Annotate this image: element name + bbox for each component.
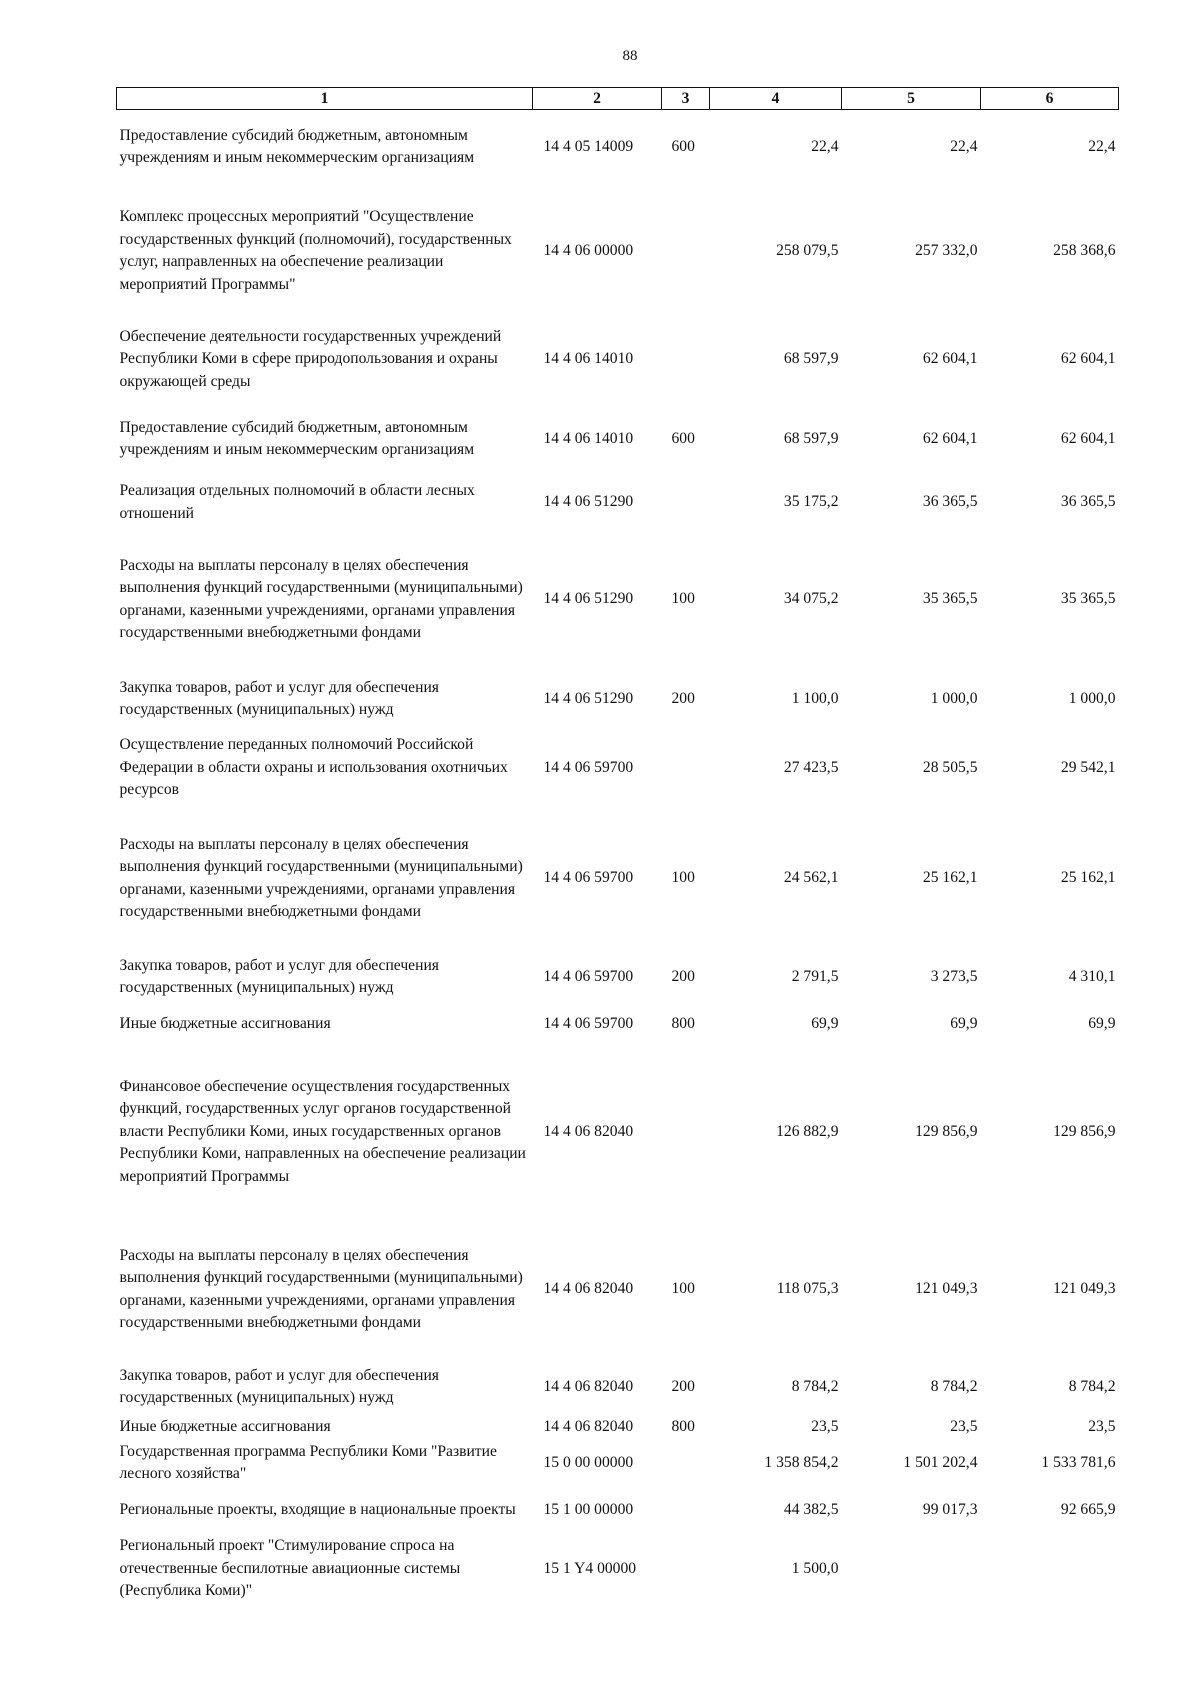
row-value-col-5: 121 049,3 <box>915 1280 978 1298</box>
row-value-col-4: 34 075,2 <box>783 590 839 608</box>
row-value-col-5: 23,5 <box>950 1418 978 1436</box>
table-row <box>117 1359 1119 1416</box>
table-row <box>117 1487 1119 1534</box>
row-value-col-6: 62 604,1 <box>1060 350 1116 368</box>
row-value-col-5: 99 017,3 <box>922 1500 978 1518</box>
row-value-col-4: 258 079,5 <box>776 241 839 259</box>
budget-table <box>116 87 1119 1605</box>
row-code: 14 4 06 82040 <box>543 1418 634 1436</box>
row-expense-type <box>662 477 710 529</box>
row-value-col-5: 62 604,1 <box>922 350 978 368</box>
row-value-col-6: 92 665,9 <box>1060 1500 1116 1518</box>
row-code: 14 4 05 14009 <box>543 138 634 155</box>
row-name: Комплекс процессных мероприятий "Осуществление государственных функций (полномочий), государственных услуг, направленных на обеспечение реализации мероприятий Программы" <box>119 208 512 293</box>
row-name: Закупка товаров, работ и услуг для обеспечения государственных (муниципальных) нужд <box>119 1366 439 1406</box>
row-value-col-4: 1 100,0 <box>791 689 839 707</box>
row-name: Закупка товаров, работ и услуг для обеспечения государственных (муниципальных) нужд <box>119 956 439 996</box>
row-value-col-6: 29 542,1 <box>1060 758 1116 776</box>
row-expense-type: 100 <box>671 590 695 608</box>
row-value-col-6: 36 365,5 <box>1060 493 1116 511</box>
row-name: Предоставление субсидий бюджетным, автономным учреждениям и иным некоммерческим организациям <box>119 418 475 458</box>
row-value-col-4: 44 382,5 <box>783 1500 839 1518</box>
row-code: 14 4 06 14010 <box>543 350 634 368</box>
row-value-col-4: 68 597,9 <box>783 350 839 368</box>
row-value-col-4: 22,4 <box>811 138 839 155</box>
row-code: 14 4 06 59700 <box>543 1015 634 1033</box>
row-value-col-4: 23,5 <box>811 1418 839 1436</box>
row-value-col-6: 1 533 781,6 <box>1041 1453 1116 1471</box>
row-value-col-4: 8 784,2 <box>791 1377 839 1395</box>
row-expense-type: 200 <box>671 1377 695 1395</box>
table-row <box>117 1440 1119 1487</box>
row-value-col-4: 68 597,9 <box>783 429 839 447</box>
header-col-3: 3 <box>662 88 710 110</box>
row-name: Расходы на выплаты персоналу в целях обеспечения выполнения функций государственными (муниципальными) органами, казенными учреждениями, органами управления государственными внебюджетными фондами <box>119 1246 523 1331</box>
row-value-col-4: 1 500,0 <box>791 1559 839 1577</box>
row-code: 14 4 06 51290 <box>543 590 634 608</box>
row-value-col-6: 121 049,3 <box>1053 1280 1116 1298</box>
row-code: 14 4 06 59700 <box>543 758 634 776</box>
row-name: Закупка товаров, работ и услуг для обеспечения государственных (муниципальных) нужд <box>119 678 439 718</box>
row-name: Осуществление переданных полномочий Российской Федерации в области охраны и использования охотничьих ресурсов <box>119 736 508 799</box>
row-expense-type: 200 <box>671 689 695 707</box>
row-code: 14 4 06 00000 <box>543 241 634 259</box>
row-expense-type <box>662 1044 710 1221</box>
row-code: 15 1 00 00000 <box>543 1500 634 1518</box>
table-row <box>117 318 1119 402</box>
table-row <box>117 1006 1119 1044</box>
table-row <box>117 1416 1119 1440</box>
row-name: Обеспечение деятельности государственных учреждений Республики Коми в сфере природопользования и охраны окружающей среды <box>119 327 502 390</box>
header-col-1: 1 <box>117 88 533 110</box>
page-number: 88 <box>622 48 638 64</box>
row-value-col-5: 35 365,5 <box>922 590 978 608</box>
row-value-col-5: 22,4 <box>950 138 978 155</box>
row-code: 14 4 06 82040 <box>543 1280 634 1298</box>
row-value-col-4: 118 075,3 <box>776 1280 839 1298</box>
row-value-col-5: 62 604,1 <box>922 429 978 447</box>
row-expense-type <box>662 1534 710 1605</box>
row-value-col-5: 1 501 202,4 <box>903 1453 978 1471</box>
row-value-col-6: 35 365,5 <box>1060 590 1116 608</box>
row-code: 14 4 06 59700 <box>543 967 634 985</box>
row-value-col-4: 2 791,5 <box>791 967 839 985</box>
row-name: Предоставление субсидий бюджетным, автономным учреждениям и иным некоммерческим организациям <box>119 126 475 167</box>
table-row <box>117 809 1119 949</box>
table-row <box>117 477 1119 529</box>
row-value-col-4: 69,9 <box>811 1015 839 1033</box>
row-name: Иные бюджетные ассигнования <box>119 1418 331 1436</box>
row-value-col-5: 1 000,0 <box>930 689 978 707</box>
row-value-col-6: 22,4 <box>1088 138 1116 155</box>
table-row <box>117 110 1119 185</box>
row-value-col-4: 1 358 854,2 <box>764 1453 839 1471</box>
row-value-col-5: 257 332,0 <box>915 241 978 259</box>
table-row <box>117 1044 1119 1221</box>
row-value-col-6: 23,5 <box>1088 1418 1116 1436</box>
row-value-col-6 <box>981 1534 1119 1605</box>
row-name: Расходы на выплаты персоналу в целях обеспечения выполнения функций государственными (муниципальными) органами, казенными учреждениями, органами управления государственными внебюджетными фондами <box>119 556 523 641</box>
row-value-col-5: 69,9 <box>950 1015 978 1033</box>
row-name: Реализация отдельных полномочий в области лесных отношений <box>119 482 475 522</box>
row-expense-type <box>662 1440 710 1487</box>
row-value-col-6: 1 000,0 <box>1068 689 1116 707</box>
row-value-col-4: 27 423,5 <box>783 758 839 776</box>
row-expense-type: 100 <box>671 869 695 887</box>
row-value-col-6: 25 162,1 <box>1060 869 1116 887</box>
header-col-4: 4 <box>710 88 842 110</box>
table-row <box>117 529 1119 671</box>
table-row <box>117 1221 1119 1359</box>
row-code: 15 0 00 00000 <box>543 1453 634 1471</box>
row-code: 14 4 06 59700 <box>543 869 634 887</box>
row-value-col-5: 129 856,9 <box>915 1122 978 1140</box>
row-expense-type: 600 <box>671 429 695 447</box>
header-col-6: 6 <box>981 88 1119 110</box>
row-name: Государственная программа Республики Коми "Развитие лесного хозяйства" <box>119 1442 497 1482</box>
row-expense-type: 600 <box>671 138 695 155</box>
row-value-col-6: 69,9 <box>1088 1015 1116 1033</box>
table-body <box>117 110 1119 1605</box>
row-expense-type <box>662 185 710 318</box>
row-name: Иные бюджетные ассигнования <box>119 1015 331 1033</box>
row-value-col-5: 25 162,1 <box>922 869 978 887</box>
row-value-col-5: 8 784,2 <box>930 1377 978 1395</box>
row-name: Расходы на выплаты персоналу в целях обеспечения выполнения функций государственными (муниципальными) органами, казенными учреждениями, органами управления государственными внебюджетными фондами <box>119 835 523 920</box>
row-value-col-5: 36 365,5 <box>922 493 978 511</box>
table-row <box>117 671 1119 728</box>
row-expense-type: 100 <box>671 1280 695 1298</box>
row-name: Финансовое обеспечение осуществления государственных функций, государственных услуг органов государственной власти Республики Коми, иных государственных органов Республики Коми, направленных на обеспечение реализации мероприятий Программы <box>119 1077 526 1185</box>
header-row <box>117 88 1119 110</box>
row-name: Региональные проекты, входящие в национальные проекты <box>119 1500 516 1518</box>
table-header <box>117 88 1119 110</box>
header-col-5: 5 <box>842 88 981 110</box>
row-expense-type: 800 <box>671 1015 695 1033</box>
row-value-col-5: 3 273,5 <box>930 967 978 985</box>
row-expense-type <box>662 728 710 809</box>
row-code: 15 1 Y4 00000 <box>543 1559 637 1577</box>
row-expense-type: 200 <box>671 967 695 985</box>
row-name: Региональный проект "Стимулирование спроса на отечественные беспилотные авиационные системы (Республика Коми)" <box>119 1537 461 1600</box>
row-value-col-6: 129 856,9 <box>1053 1122 1116 1140</box>
row-value-col-4: 35 175,2 <box>783 493 839 511</box>
row-value-col-5 <box>842 1534 981 1605</box>
table-row <box>117 402 1119 477</box>
row-code: 14 4 06 51290 <box>543 493 634 511</box>
header-col-2: 2 <box>533 88 662 110</box>
row-code: 14 4 06 82040 <box>543 1377 634 1395</box>
row-value-col-4: 126 882,9 <box>776 1122 839 1140</box>
row-value-col-6: 258 368,6 <box>1053 241 1116 259</box>
row-expense-type <box>662 1487 710 1534</box>
table-row <box>117 1534 1119 1605</box>
row-code: 14 4 06 51290 <box>543 689 634 707</box>
row-code: 14 4 06 82040 <box>543 1122 634 1140</box>
row-value-col-6: 8 784,2 <box>1068 1377 1116 1395</box>
row-value-col-4: 24 562,1 <box>783 869 839 887</box>
row-code: 14 4 06 14010 <box>543 429 634 447</box>
row-value-col-6: 4 310,1 <box>1068 967 1116 985</box>
table-row <box>117 185 1119 318</box>
table-row <box>117 949 1119 1006</box>
table-row <box>117 728 1119 809</box>
row-expense-type <box>662 318 710 402</box>
row-value-col-5: 28 505,5 <box>922 758 978 776</box>
row-expense-type: 800 <box>671 1418 695 1436</box>
row-value-col-6: 62 604,1 <box>1060 429 1116 447</box>
